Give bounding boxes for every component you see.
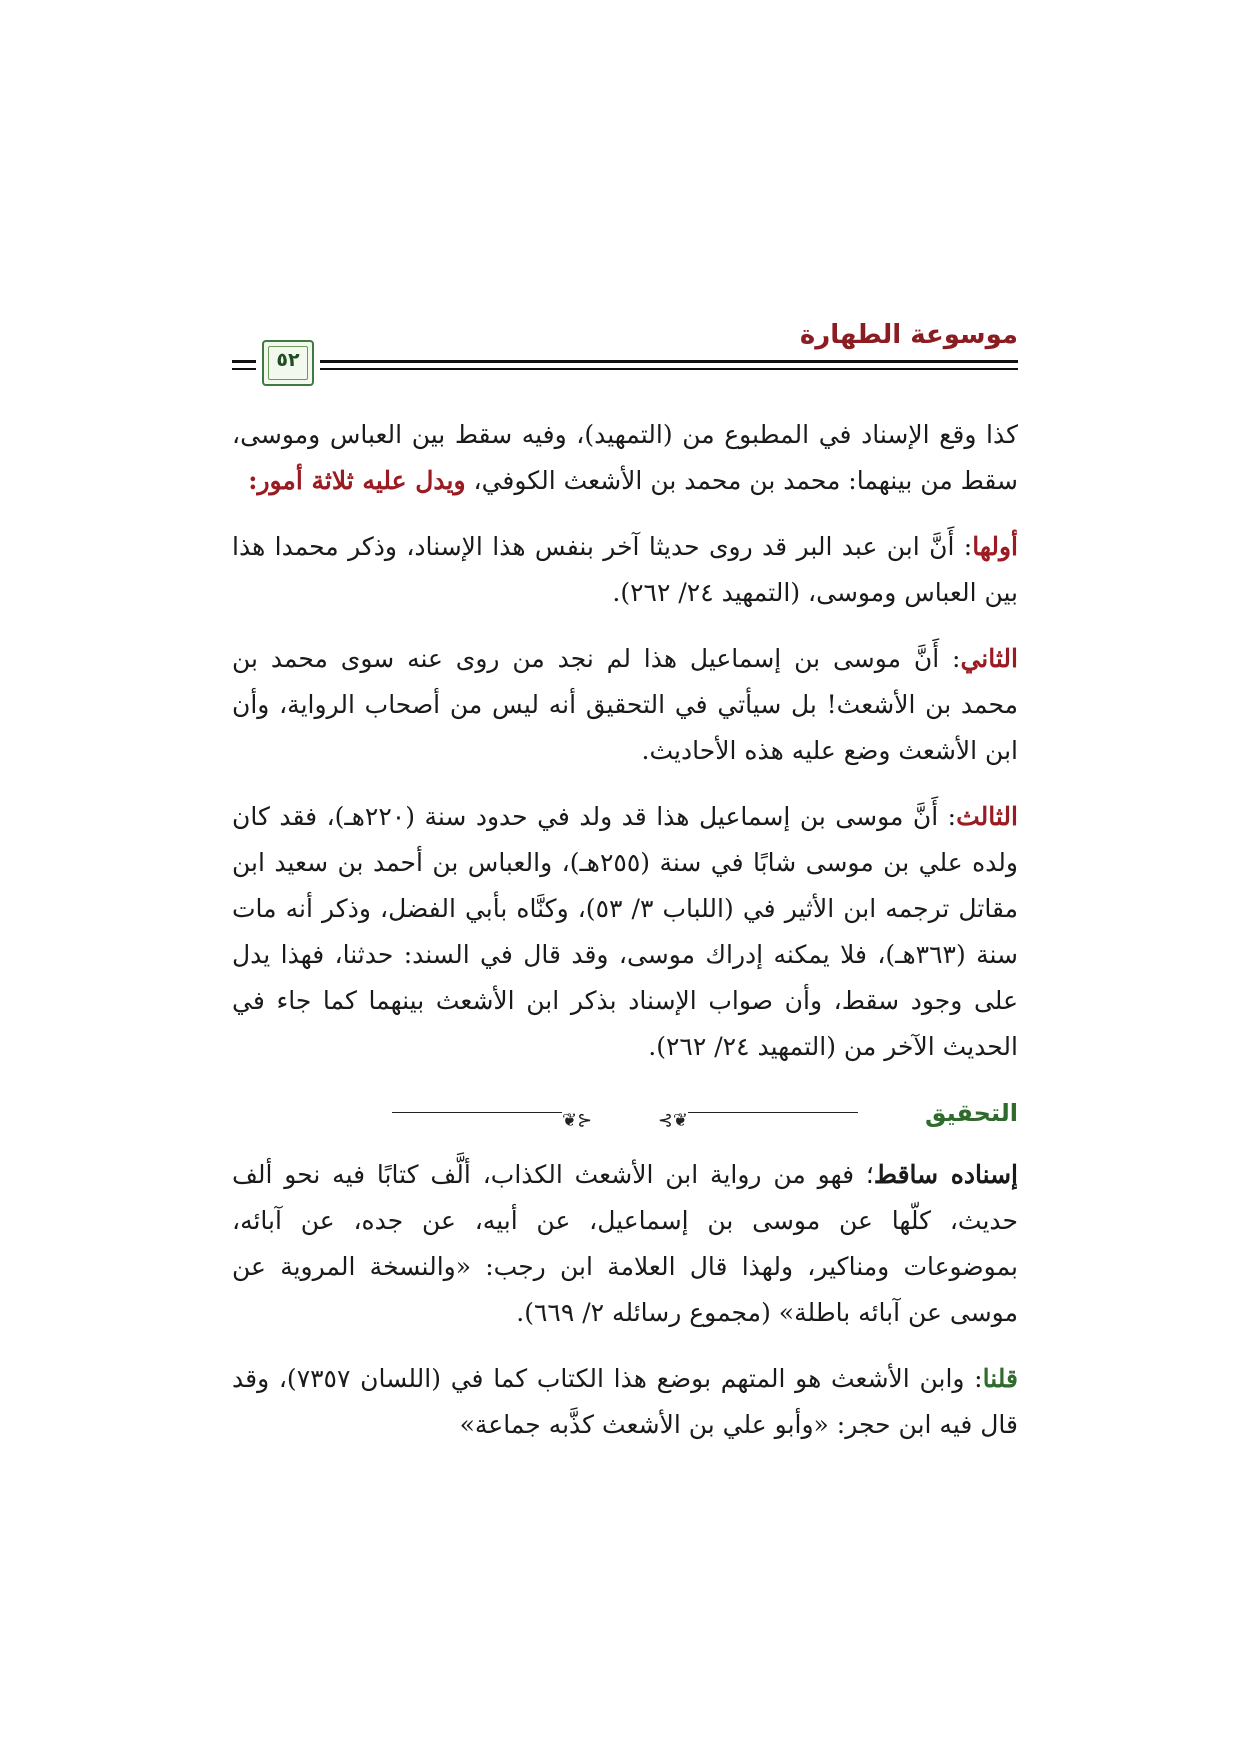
paragraph-text: ؛ فهو من رواية ابن الأشعث الكذاب، ألَّف كتابًا فيه نحو ألف حديث، كلّها عن موسى بن إسماعيل، عن أبيه، عن جده، عن آبائه، بموضوعات ومناكير، ولهذا قال العلامة ابن رجب: «والنسخة المروية عن موسى عن آبائه باطلة» (مجموع رسائله ٢/ ٦٦٩).: [232, 1160, 1019, 1327]
paragraph-text: : أَنَّ موسى بن إسماعيل هذا لم نجد من روى عنه سوى محمد بن محمد بن الأشعث! بل سيأتي في التحقيق أنه ليس من أصحاب الرواية، وأن ابن الأشعث وضع عليه هذه الأحاديث.: [232, 644, 1018, 765]
header-rule-top: [320, 360, 1018, 363]
paragraph-text: : أَنَّ ابن عبد البر قد روى حديثا آخر بنفس هذا الإسناد، وذكر محمدا هذا بين العباس وموسى، (التمهيد ٢٤/ ٢٦٢).: [232, 532, 1018, 607]
highlight-heading: الثالث: [956, 802, 1018, 831]
highlight-heading: إسناده ساقط: [873, 1160, 1019, 1189]
paragraph-second: [232, 636, 1018, 774]
paragraph-text: : أَنَّ موسى بن إسماعيل هذا قد ولد في حدود سنة (٢٢٠هـ)، فقد كان ولده علي بن موسى شابًا في سنة (٢٥٥هـ)، والعباس بن أحمد بن سعيد ابن مقاتل ترجمه ابن الأثير في (اللباب ٣/ ٥٣)، وكنَّاه بأبي الفضل، وذكر أنه مات سنة (٣٦٣هـ)، فلا يمكنه إدراك موسى، وقد قال في السند: حدثنا، فهذا يدل على وجود سقط، وأن صواب الإسناد بذكر ابن الأشعث بينهما كما جاء في الحديث الآخر من (التمهيد ٢٤/ ٢٦٢).: [232, 802, 1018, 1061]
book-title: موسوعة الطهارة: [799, 320, 1018, 350]
highlight-heading: ويدل عليه ثلاثة أمور:: [248, 466, 466, 495]
header-rule-stub-bottom: [232, 368, 256, 370]
page-number: ٥٢: [276, 349, 300, 371]
section-divider: [232, 1090, 1018, 1136]
ornament-left-icon: ⊰❦: [562, 1110, 593, 1131]
section-title: التحقيق: [924, 1099, 1018, 1127]
header-rule-stub-top: [232, 360, 256, 363]
page-body: [232, 412, 1018, 1468]
highlight-heading: أولها: [972, 532, 1018, 561]
paragraph-first: [232, 524, 1018, 616]
paragraph-intro: [232, 412, 1018, 504]
highlight-heading: قلنا: [982, 1364, 1018, 1393]
paragraph-text: : وابن الأشعث هو المتهم بوضع هذا الكتاب كما في (اللسان ٧٣٥٧)، وقد قال فيه ابن حجر: «وأبو علي بن الأشعث كذَّبه جماعة»: [232, 1364, 1018, 1439]
paragraph-verdict: [232, 1152, 1018, 1336]
ornament-right-icon: ❦⊱: [657, 1110, 688, 1131]
highlight-heading: الثاني: [960, 644, 1018, 673]
paragraph-note: [232, 1356, 1018, 1448]
header-rule-bottom: [320, 368, 1018, 370]
paragraph-text: كذا وقع الإسناد في المطبوع من (التمهيد)، وفيه سقط بين العباس وموسى، سقط من بينهما: محمد بن محمد بن الأشعث الكوفي،: [232, 420, 1018, 495]
page-number-badge: [262, 340, 314, 386]
paragraph-third: [232, 794, 1018, 1070]
page-header: [232, 318, 1018, 388]
